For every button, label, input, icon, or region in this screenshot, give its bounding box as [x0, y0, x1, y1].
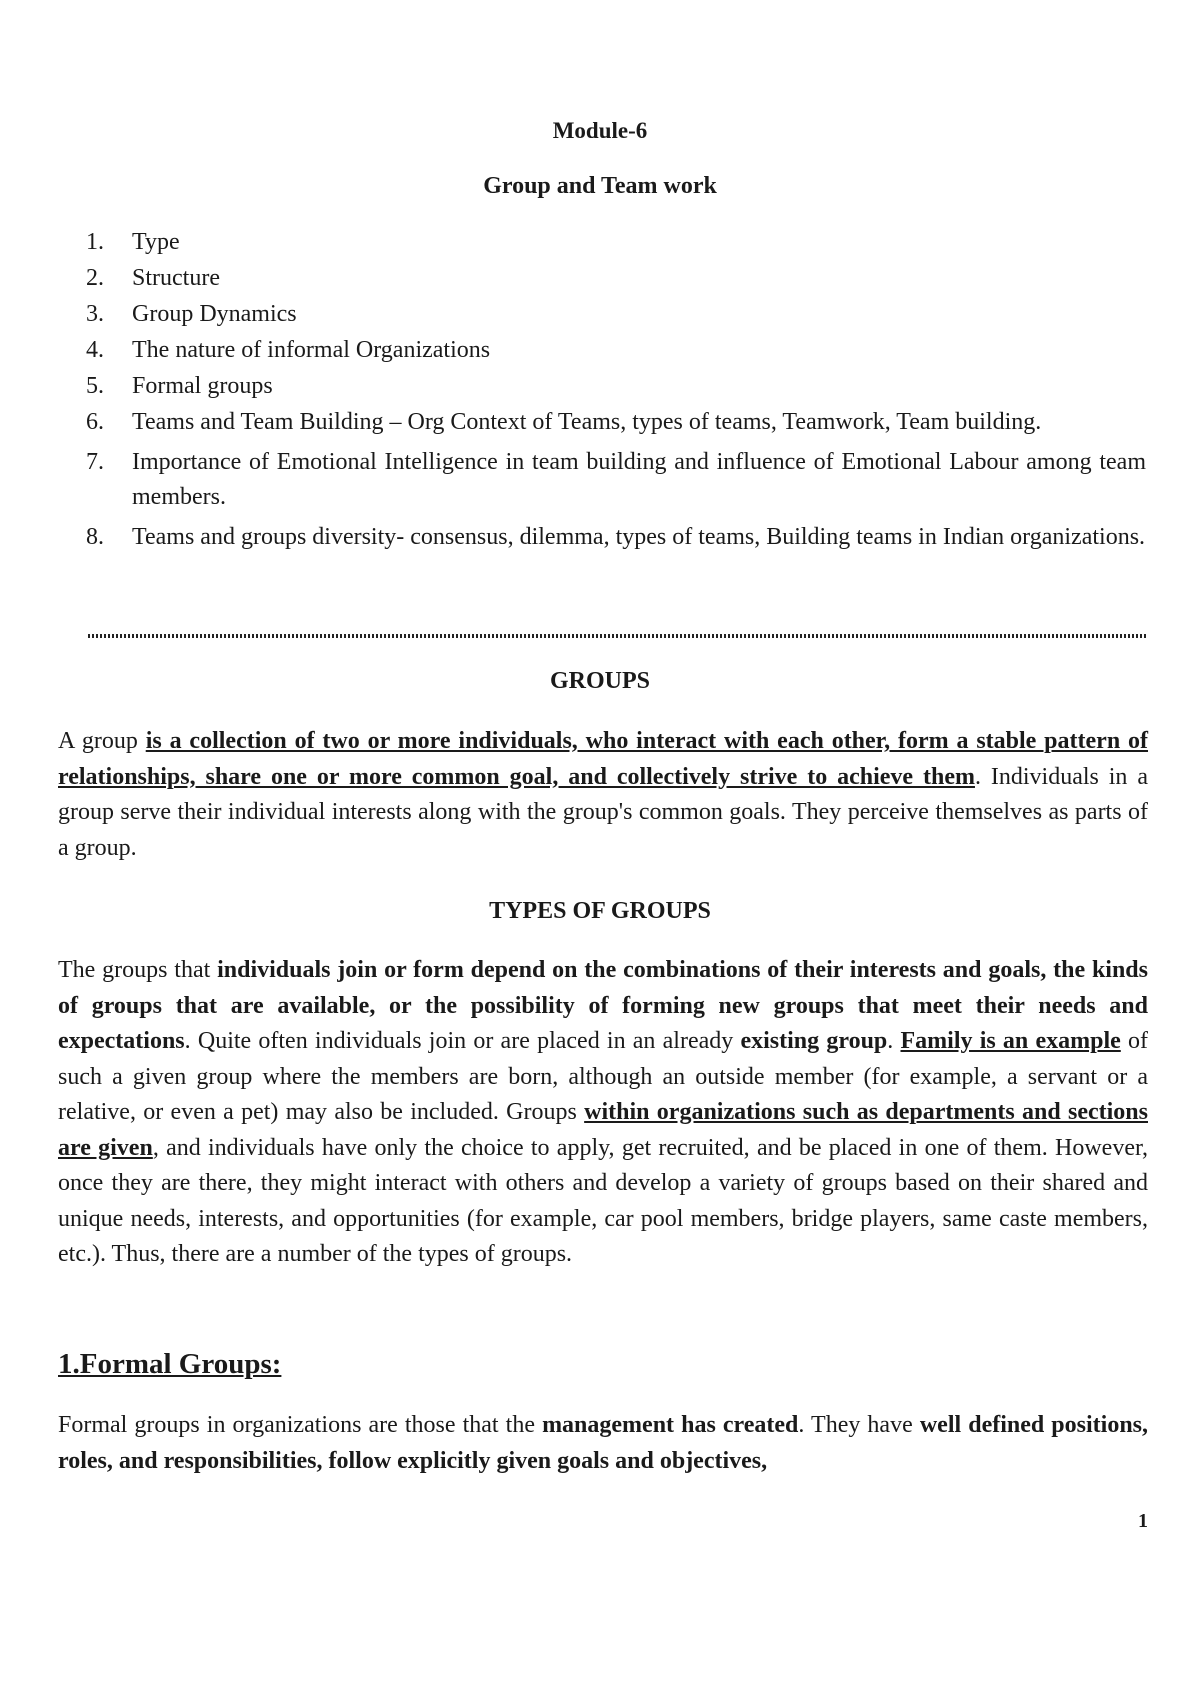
types-of-groups-heading: TYPES OF GROUPS — [489, 898, 711, 924]
topic-text: Formal groups — [132, 373, 273, 399]
topic-number: 8. — [86, 524, 104, 550]
topic-item — [86, 369, 1146, 404]
topic-item — [86, 520, 1146, 555]
text-run: A group — [58, 728, 146, 754]
text-run: . They have — [798, 1412, 920, 1438]
topic-item — [86, 405, 1146, 440]
emphasis-text: within organizations such as departments and sections are given — [58, 1099, 1148, 1161]
topic-number: 7. — [86, 449, 104, 475]
topic-number: 6. — [86, 409, 104, 435]
text-run: Formal groups in organizations are those that the — [58, 1412, 543, 1438]
emphasis-text: is a collection of two or more individuals, who interact with each other, form a stable pattern of relationships, share one or more common goal, and collectively strive to achieve them — [58, 728, 1149, 790]
topic-item — [86, 445, 1146, 515]
topic-number: 3. — [86, 301, 104, 327]
topic-item — [86, 333, 1146, 368]
text-run: . — [887, 1028, 901, 1054]
topic-item — [86, 297, 1146, 332]
emphasis-text: existing group — [740, 1028, 888, 1054]
topic-text: Structure — [132, 265, 220, 291]
topic-text: The nature of informal Organizations — [132, 337, 491, 363]
text-run: . Quite often individuals join or are placed in an already — [184, 1028, 741, 1054]
topic-number: 1. — [86, 229, 104, 255]
dashed-divider — [88, 634, 1146, 638]
topic-text: Importance of Emotional Intelligence in team building and influence of Emotional Labour among team members. — [132, 449, 1146, 510]
topic-text: Teams and Team Building – Org Context of Teams, types of teams, Teamwork, Team building. — [132, 409, 1042, 435]
types-of-groups-paragraph — [58, 953, 1148, 1273]
emphasis-text: Family is an example — [900, 1028, 1121, 1054]
groups-definition-paragraph — [58, 724, 1148, 866]
topic-number: 2. — [86, 265, 104, 291]
module-subtitle: Group and Team work — [483, 173, 717, 199]
emphasis-text: individuals join or form depend on the combinations of their interests and goals, the kinds of groups that are available, or the possibility of forming new groups that meet their needs and expectations — [58, 957, 1148, 1054]
groups-heading: GROUPS — [549, 668, 650, 694]
emphasis-text: management has created — [542, 1412, 799, 1438]
topic-text: Type — [132, 229, 180, 255]
topic-item — [86, 225, 1146, 260]
topic-item — [86, 261, 1146, 296]
formal-groups-heading: 1.Formal Groups: — [58, 1348, 282, 1380]
emphasis-text: well defined positions, roles, and responsibilities, follow explicitly given goals and objectives, — [58, 1412, 1149, 1474]
text-run: , and individuals have only the choice to apply, get recruited, and be placed in one of them. However, once they are there, they might interact with others and develop a variety of groups based on their shared and unique needs, interests, and opportunities (for example, car pool members, bridge players, same caste members, etc.). Thus, there are a number of the types of groups. — [58, 1134, 1148, 1267]
topic-text: Teams and groups diversity- consensus, dilemma, types of teams, Building teams in Indian organizations. — [132, 524, 1146, 550]
text-run: of such a given group where the members are born, although an outside member (for example, a servant or a relative, or even a pet) may also be included. Groups — [58, 1028, 1149, 1125]
text-run: The groups that — [58, 957, 218, 983]
text-run: . Individuals in a group serve their individual interests along with the group's common goals. They perceive themselves as parts of a group. — [58, 763, 1148, 861]
topic-number: 4. — [86, 337, 104, 363]
topic-list — [86, 225, 1146, 556]
formal-groups-paragraph — [58, 1408, 1148, 1479]
topic-text: Group Dynamics — [132, 301, 297, 327]
topic-number: 5. — [86, 373, 104, 399]
page-number: 1 — [1138, 1510, 1148, 1532]
module-title: Module-6 — [552, 118, 648, 143]
